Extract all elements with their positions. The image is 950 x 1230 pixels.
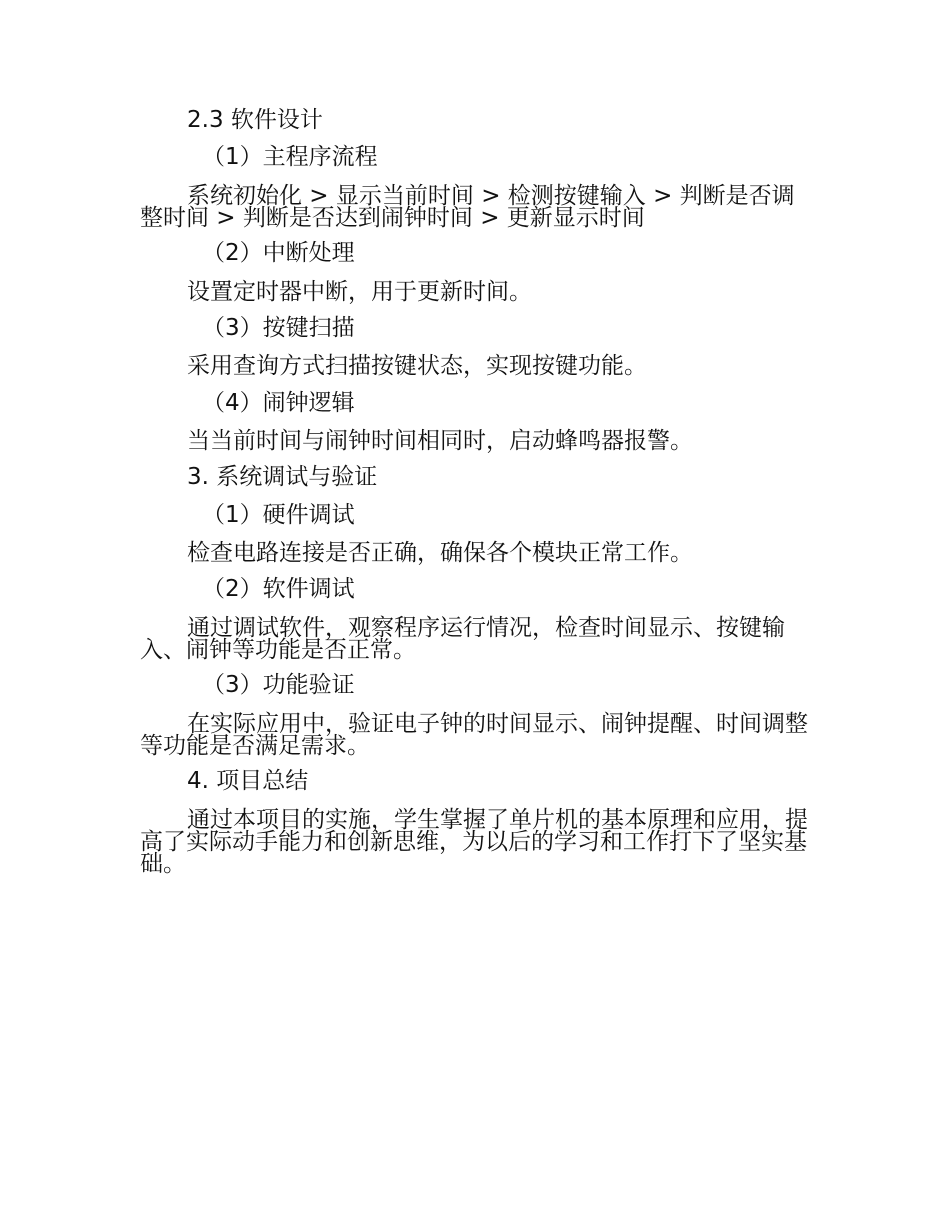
paragraph-key-scan: 采用查询方式扫描按键状态，实现按键功能。 — [187, 353, 647, 379]
paragraph-software-debug: 通过调试软件，观察程序运行情况，检查时间显示、按键输入、闹钟等功能是否正常。 — [140, 615, 785, 663]
section-heading-debug: 3. 系统调试与验证 — [187, 464, 378, 490]
paragraph-alarm-logic: 当当前时间与闹钟时间相同时，启动蜂鸣器报警。 — [187, 428, 693, 454]
subheading-key-scan: （3）按键扫描 — [202, 315, 355, 341]
subheading-function-verify: （3）功能验证 — [202, 672, 355, 698]
paragraph-function-verify: 在实际应用中，验证电子钟的时间显示、闹钟提醒、时间调整等功能是否满足需求。 — [140, 711, 808, 759]
section-heading-software-design: 2.3 软件设计 — [187, 107, 323, 133]
paragraph-main-flow: 系统初始化 > 显示当前时间 > 检测按键输入 > 判断是否调整时间 > 判断是否达到闹钟时间 > 更新显示时间 — [140, 183, 795, 231]
section-heading-summary: 4. 项目总结 — [187, 768, 309, 794]
paragraph-interrupt: 设置定时器中断，用于更新时间。 — [187, 279, 532, 305]
subheading-software-debug: （2）软件调试 — [202, 576, 355, 602]
paragraph-summary: 通过本项目的实施，学生掌握了单片机的基本原理和应用，提高了实际动手能力和创新思维，为以后的学习和工作打下了坚实基础。 — [140, 807, 808, 877]
subheading-main-flow: （1）主程序流程 — [202, 144, 378, 170]
subheading-hardware-debug: （1）硬件调试 — [202, 502, 355, 528]
subheading-interrupt: （2）中断处理 — [202, 240, 355, 266]
paragraph-hardware-debug: 检查电路连接是否正确，确保各个模块正常工作。 — [187, 540, 693, 566]
subheading-alarm-logic: （4）闹钟逻辑 — [202, 390, 355, 416]
